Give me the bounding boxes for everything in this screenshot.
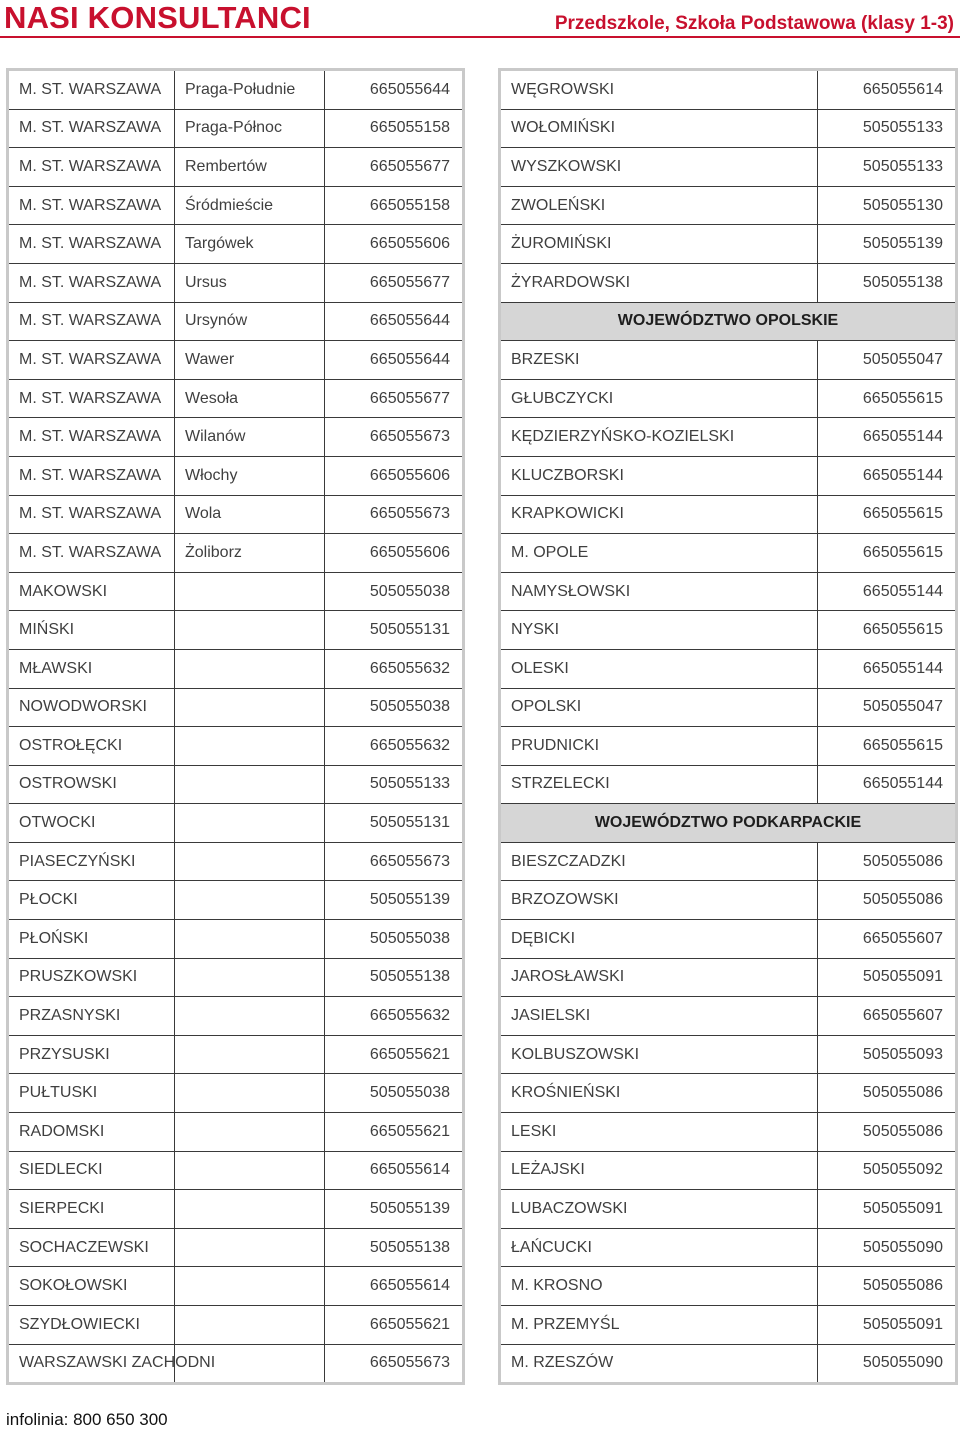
phone-cell: 505055130 <box>818 186 957 225</box>
district-cell <box>175 881 325 920</box>
table-row <box>8 1035 464 1074</box>
table-row <box>500 1228 957 1267</box>
county-cell: GŁUBCZYCKI <box>500 379 818 418</box>
county-cell: M. ST. WARSZAWA <box>8 495 175 534</box>
phone-cell: 505055138 <box>818 263 957 302</box>
phone-cell: 505055091 <box>818 1190 957 1229</box>
phone-cell: 665055144 <box>818 765 957 804</box>
county-cell: PIASECZYŃSKI <box>8 842 175 881</box>
county-cell: RADOMSKI <box>8 1113 175 1152</box>
district-cell <box>175 1190 325 1229</box>
district-cell <box>175 1074 325 1113</box>
voivodeship-header-row <box>500 302 957 341</box>
phone-cell: 505055038 <box>325 1074 464 1113</box>
county-cell: KLUCZBORSKI <box>500 456 818 495</box>
table-row <box>8 842 464 881</box>
table-row <box>8 418 464 457</box>
county-cell: WĘGROWSKI <box>500 70 818 110</box>
phone-cell: 665055644 <box>325 341 464 380</box>
consultants-table-right <box>498 68 958 1385</box>
consultants-table-left <box>6 68 465 1385</box>
phone-cell: 505055133 <box>818 109 957 148</box>
county-cell: PRZYSUSKI <box>8 1035 175 1074</box>
district-cell: Ursus <box>175 263 325 302</box>
district-cell: Praga-Północ <box>175 109 325 148</box>
phone-cell: 665055673 <box>325 842 464 881</box>
district-cell <box>175 1151 325 1190</box>
table-row <box>500 1306 957 1345</box>
phone-cell: 505055038 <box>325 920 464 959</box>
district-cell <box>175 958 325 997</box>
county-cell: LEŻAJSKI <box>500 1151 818 1190</box>
county-cell: SOKOŁOWSKI <box>8 1267 175 1306</box>
county-cell: M. ST. WARSZAWA <box>8 302 175 341</box>
table-row <box>8 186 464 225</box>
phone-cell: 665055606 <box>325 456 464 495</box>
county-cell: PRZASNYSKI <box>8 997 175 1036</box>
county-cell: NAMYSŁOWSKI <box>500 572 818 611</box>
phone-cell: 665055144 <box>818 572 957 611</box>
district-cell <box>175 649 325 688</box>
table-row <box>500 379 957 418</box>
county-cell: BRZOZOWSKI <box>500 881 818 920</box>
phone-cell: 665055615 <box>818 611 957 650</box>
county-cell: WARSZAWSKI ZACHODNI <box>8 1344 175 1384</box>
county-cell: OLESKI <box>500 649 818 688</box>
table-row <box>8 765 464 804</box>
table-row <box>500 572 957 611</box>
county-cell: BIESZCZADZKI <box>500 842 818 881</box>
county-cell: OPOLSKI <box>500 688 818 727</box>
phone-cell: 665055673 <box>325 418 464 457</box>
table-row <box>500 997 957 1036</box>
table-row <box>500 1151 957 1190</box>
phone-cell: 505055133 <box>818 148 957 187</box>
table-row <box>500 495 957 534</box>
phone-cell: 665055615 <box>818 379 957 418</box>
phone-cell: 505055093 <box>818 1035 957 1074</box>
phone-cell: 665055644 <box>325 70 464 110</box>
county-cell: WYSZKOWSKI <box>500 148 818 187</box>
table-row <box>8 1074 464 1113</box>
table-row <box>8 1190 464 1229</box>
district-cell: Wawer <box>175 341 325 380</box>
table-row <box>8 495 464 534</box>
county-cell: M. PRZEMYŚL <box>500 1306 818 1345</box>
phone-cell: 505055047 <box>818 688 957 727</box>
table-row <box>500 263 957 302</box>
county-cell: BRZESKI <box>500 341 818 380</box>
county-cell: M. ST. WARSZAWA <box>8 418 175 457</box>
county-cell: MAKOWSKI <box>8 572 175 611</box>
phone-cell: 505055086 <box>818 842 957 881</box>
county-cell: STRZELECKI <box>500 765 818 804</box>
table-row <box>8 1113 464 1152</box>
county-cell: MIŃSKI <box>8 611 175 650</box>
phone-cell: 505055138 <box>325 1228 464 1267</box>
voivodeship-header-row <box>500 804 957 843</box>
district-cell: Wesoła <box>175 379 325 418</box>
table-row <box>500 649 957 688</box>
table-row <box>8 534 464 573</box>
table-row <box>500 727 957 766</box>
phone-cell: 505055091 <box>818 958 957 997</box>
phone-cell: 665055673 <box>325 495 464 534</box>
district-cell: Rembertów <box>175 148 325 187</box>
county-cell: PRUSZKOWSKI <box>8 958 175 997</box>
county-cell: ŁAŃCUCKI <box>500 1228 818 1267</box>
table-row <box>8 1151 464 1190</box>
district-cell <box>175 804 325 843</box>
county-cell: KRAPKOWICKI <box>500 495 818 534</box>
phone-cell: 505055138 <box>325 958 464 997</box>
phone-cell: 505055086 <box>818 1074 957 1113</box>
table-row <box>8 263 464 302</box>
phone-cell: 665055607 <box>818 997 957 1036</box>
county-cell: ŻYRARDOWSKI <box>500 263 818 302</box>
phone-cell: 665055615 <box>818 495 957 534</box>
table-row <box>500 842 957 881</box>
table-row <box>8 1306 464 1345</box>
phone-cell: 505055133 <box>325 765 464 804</box>
county-cell: PŁOCKI <box>8 881 175 920</box>
phone-cell: 665055621 <box>325 1306 464 1345</box>
table-row <box>8 1228 464 1267</box>
county-cell: LUBACZOWSKI <box>500 1190 818 1229</box>
table-row <box>8 958 464 997</box>
county-cell: SOCHACZEWSKI <box>8 1228 175 1267</box>
county-cell: SIERPECKI <box>8 1190 175 1229</box>
table-row <box>500 225 957 264</box>
table-row <box>8 688 464 727</box>
district-cell <box>175 842 325 881</box>
district-cell <box>175 1113 325 1152</box>
phone-cell: 665055606 <box>325 534 464 573</box>
district-cell <box>175 1035 325 1074</box>
phone-cell: 665055677 <box>325 148 464 187</box>
district-cell <box>175 1267 325 1306</box>
phone-cell: 665055158 <box>325 109 464 148</box>
phone-cell: 665055632 <box>325 997 464 1036</box>
county-cell: OTWOCKI <box>8 804 175 843</box>
infolinia-footer: infolinia: 800 650 300 <box>6 1410 168 1429</box>
table-row <box>8 1267 464 1306</box>
county-cell: JASIELSKI <box>500 997 818 1036</box>
phone-cell: 665055614 <box>325 1267 464 1306</box>
district-cell <box>175 765 325 804</box>
district-cell <box>175 688 325 727</box>
phone-cell: 505055139 <box>325 881 464 920</box>
table-row <box>500 920 957 959</box>
table-row <box>8 456 464 495</box>
phone-cell: 505055086 <box>818 1267 957 1306</box>
district-cell: Włochy <box>175 456 325 495</box>
phone-cell: 505055131 <box>325 804 464 843</box>
district-cell: Śródmieście <box>175 186 325 225</box>
district-cell: Żoliborz <box>175 534 325 573</box>
phone-cell: 505055090 <box>818 1228 957 1267</box>
county-cell: DĘBICKI <box>500 920 818 959</box>
table-row <box>500 1267 957 1306</box>
page-title: NASI KONSULTANCI <box>4 0 311 35</box>
table-row <box>500 958 957 997</box>
county-cell: M. OPOLE <box>500 534 818 573</box>
county-cell: M. ST. WARSZAWA <box>8 186 175 225</box>
phone-cell: 505055091 <box>818 1306 957 1345</box>
county-cell: SZYDŁOWIECKI <box>8 1306 175 1345</box>
phone-cell: 665055614 <box>325 1151 464 1190</box>
phone-cell: 505055086 <box>818 881 957 920</box>
table-row <box>8 341 464 380</box>
district-cell <box>175 920 325 959</box>
table-row <box>8 920 464 959</box>
table-row <box>500 611 957 650</box>
table-row <box>500 881 957 920</box>
county-cell: M. ST. WARSZAWA <box>8 263 175 302</box>
district-cell: Praga-Południe <box>175 70 325 110</box>
district-cell: Targówek <box>175 225 325 264</box>
table-row <box>8 148 464 187</box>
phone-cell: 505055131 <box>325 611 464 650</box>
county-cell: SIEDLECKI <box>8 1151 175 1190</box>
county-cell: WOŁOMIŃSKI <box>500 109 818 148</box>
table-row <box>8 109 464 148</box>
phone-cell: 665055614 <box>818 70 957 110</box>
phone-cell: 665055615 <box>818 534 957 573</box>
phone-cell: 505055139 <box>325 1190 464 1229</box>
county-cell: ŻUROMIŃSKI <box>500 225 818 264</box>
table-row <box>500 1190 957 1229</box>
voivodeship-header: WOJEWÓDZTWO PODKARPACKIE <box>500 804 957 843</box>
table-row <box>500 418 957 457</box>
phone-cell: 505055038 <box>325 572 464 611</box>
district-cell <box>175 727 325 766</box>
district-cell <box>175 611 325 650</box>
county-cell: JAROSŁAWSKI <box>500 958 818 997</box>
county-cell: KĘDZIERZYŃSKO-KOZIELSKI <box>500 418 818 457</box>
table-row <box>500 534 957 573</box>
table-row <box>500 456 957 495</box>
page-subtitle: Przedszkole, Szkoła Podstawowa (klasy 1-3) <box>554 13 954 34</box>
phone-cell: 665055677 <box>325 379 464 418</box>
table-row <box>8 225 464 264</box>
county-cell: OSTROŁĘCKI <box>8 727 175 766</box>
phone-cell: 665055606 <box>325 225 464 264</box>
district-cell <box>175 572 325 611</box>
phone-cell: 665055632 <box>325 649 464 688</box>
phone-cell: 665055615 <box>818 727 957 766</box>
county-cell: MŁAWSKI <box>8 649 175 688</box>
phone-cell: 505055086 <box>818 1113 957 1152</box>
table-row <box>500 341 957 380</box>
phone-cell: 665055632 <box>325 727 464 766</box>
county-cell: PŁOŃSKI <box>8 920 175 959</box>
county-cell: OSTROWSKI <box>8 765 175 804</box>
county-cell: M. KROSNO <box>500 1267 818 1306</box>
county-cell: KROŚNIEŃSKI <box>500 1074 818 1113</box>
county-cell: M. ST. WARSZAWA <box>8 379 175 418</box>
county-cell: ZWOLEŃSKI <box>500 186 818 225</box>
county-cell: M. RZESZÓW <box>500 1344 818 1384</box>
phone-cell: 665055621 <box>325 1113 464 1152</box>
table-row <box>500 109 957 148</box>
voivodeship-header: WOJEWÓDZTWO OPOLSKIE <box>500 302 957 341</box>
table-row <box>8 70 464 110</box>
table-row <box>8 727 464 766</box>
table-row <box>8 572 464 611</box>
table-row <box>500 186 957 225</box>
county-cell: LESKI <box>500 1113 818 1152</box>
county-cell: NYSKI <box>500 611 818 650</box>
district-cell: Wilanów <box>175 418 325 457</box>
county-cell: M. ST. WARSZAWA <box>8 341 175 380</box>
table-row <box>8 302 464 341</box>
phone-cell: 505055090 <box>818 1344 957 1384</box>
table-row <box>500 1113 957 1152</box>
county-cell: M. ST. WARSZAWA <box>8 70 175 110</box>
title-rule <box>0 36 960 38</box>
county-cell: M. ST. WARSZAWA <box>8 148 175 187</box>
phone-cell: 665055644 <box>325 302 464 341</box>
phone-cell: 665055677 <box>325 263 464 302</box>
table-row <box>8 379 464 418</box>
table-row <box>500 1344 957 1384</box>
table-row <box>500 148 957 187</box>
phone-cell: 505055038 <box>325 688 464 727</box>
table-row <box>8 997 464 1036</box>
phone-cell: 665055144 <box>818 456 957 495</box>
table-row <box>500 1035 957 1074</box>
phone-cell: 665055673 <box>325 1344 464 1384</box>
phone-cell: 665055144 <box>818 418 957 457</box>
phone-cell: 665055607 <box>818 920 957 959</box>
table-row <box>8 804 464 843</box>
district-cell <box>175 997 325 1036</box>
county-cell: PRUDNICKI <box>500 727 818 766</box>
table-row <box>8 1344 464 1384</box>
phone-cell: 665055621 <box>325 1035 464 1074</box>
district-cell <box>175 1306 325 1345</box>
county-cell: M. ST. WARSZAWA <box>8 534 175 573</box>
table-row <box>8 611 464 650</box>
table-row <box>8 881 464 920</box>
district-cell: Wola <box>175 495 325 534</box>
table-row <box>500 688 957 727</box>
county-cell: M. ST. WARSZAWA <box>8 225 175 264</box>
phone-cell: 505055092 <box>818 1151 957 1190</box>
phone-cell: 505055139 <box>818 225 957 264</box>
district-cell: Ursynów <box>175 302 325 341</box>
phone-cell: 665055144 <box>818 649 957 688</box>
phone-cell: 505055047 <box>818 341 957 380</box>
district-cell <box>175 1228 325 1267</box>
phone-cell: 665055158 <box>325 186 464 225</box>
table-row <box>500 70 957 110</box>
county-cell: KOLBUSZOWSKI <box>500 1035 818 1074</box>
county-cell: M. ST. WARSZAWA <box>8 109 175 148</box>
county-cell: PUŁTUSKI <box>8 1074 175 1113</box>
table-row <box>8 649 464 688</box>
table-row <box>500 1074 957 1113</box>
county-cell: M. ST. WARSZAWA <box>8 456 175 495</box>
table-row <box>500 765 957 804</box>
county-cell: NOWODWORSKI <box>8 688 175 727</box>
